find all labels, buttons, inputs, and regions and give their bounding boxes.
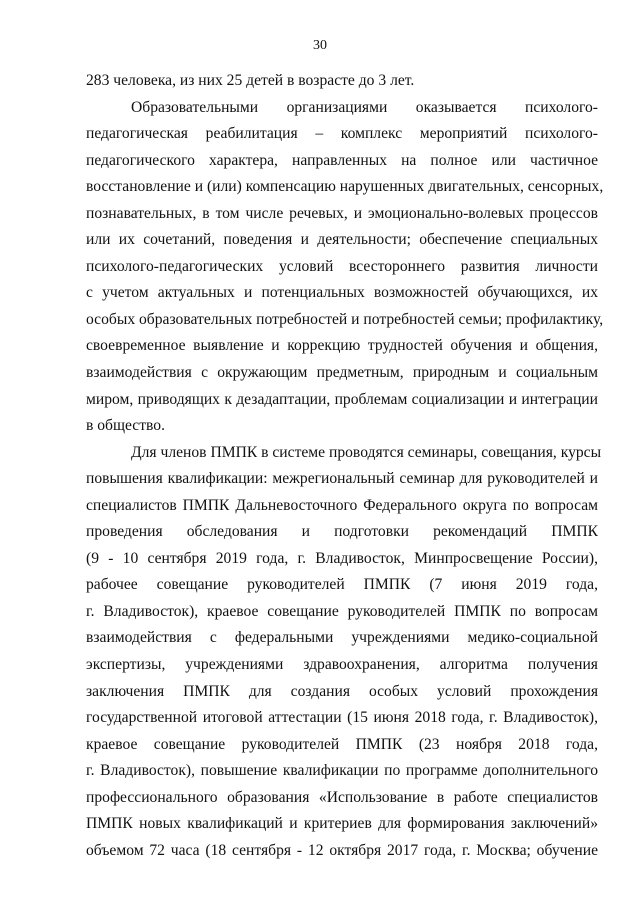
text-line: проведения обследования и подготовки рекомендаций ПМПК [86,523,598,541]
text-line: 283 человека, из них 25 детей в возрасте до 3 лет. [86,72,415,89]
text-line: Образовательными организациями оказывается психолого- [131,98,598,116]
text-line: своевременное выявление и коррекцию трудностей обучения и общения, [86,337,598,355]
text-line: государственной итоговой аттестации (15 июня 2018 года, г. Владивосток), [86,709,598,727]
page-number: 30 [313,38,327,53]
text-line: (9 - 10 сентября 2019 года, г. Владивосток, Минпросвещение России), [86,549,598,567]
text-line: экспертизы, учреждениями здравоохранения, алгоритма получения [86,656,598,674]
text-line: специалистов ПМПК Дальневосточного Федерального округа по вопросам [86,496,598,514]
text-line: ПМПК новых квалификаций и критериев для формирования заключений» [86,815,598,833]
text-line: миром, приводящих к дезадаптации, проблемам социализации и интеграции [86,390,598,408]
text-line: педагогического характера, направленных на полное или частичное [86,151,598,169]
text-line: с учетом актуальных и потенциальных возможностей обучающихся, их [86,284,598,302]
text-line: педагогическая реабилитация – комплекс мероприятий психолого- [86,125,598,143]
text-line: профессионального образования «Использование в работе специалистов [86,788,598,806]
text-line: особых образовательных потребностей и потребностей семьи; профилактику, [86,310,604,328]
text-line: г. Владивосток), повышение квалификации по программе дополнительного [86,762,598,780]
text-line: рабочее совещание руководителей ПМПК (7 июня 2019 года, [86,576,598,594]
text-line: Для членов ПМПК в системе проводятся семинары, совещания, курсы [131,443,602,461]
text-line: взаимодействия с окружающим предметным, природным и социальным [86,364,598,382]
text-line: заключения ПМПК для создания особых условий прохождения [86,682,598,700]
document-body [86,68,604,864]
text-line: взаимодействия с федеральными учреждениями медико-социальной [86,629,598,647]
text-line: повышения квалификации: межрегиональный семинар для руководителей и [86,470,598,488]
text-line: психолого-педагогических условий всестороннего развития личности [86,257,598,275]
text-line: г. Владивосток), краевое совещание руководителей ПМПК по вопросам [86,602,598,620]
text-line: познавательных, в том числе речевых, и эмоционально-волевых процессов [86,204,598,222]
text-line: восстановление и (или) компенсацию нарушенных двигательных, сенсорных, [86,178,604,196]
text-line: объемом 72 часа (18 сентября - 12 октября 2017 года, г. Москва; обучение [86,841,598,859]
text-line: в общество. [86,417,165,435]
text-line: краевое совещание руководителей ПМПК (23 ноября 2018 года, [86,735,598,753]
text-line: или их сочетаний, поведения и деятельности; обеспечение специальных [86,231,598,249]
